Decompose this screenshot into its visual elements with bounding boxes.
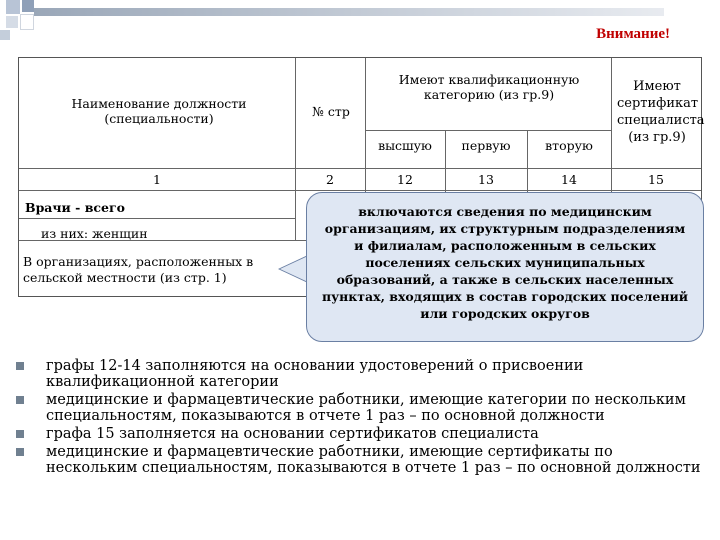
row-doctors-total: Врачи - всего bbox=[25, 200, 125, 215]
header-first: первую bbox=[461, 138, 511, 153]
bullet-icon bbox=[16, 362, 24, 370]
header-position: Наименование должности (специальности) bbox=[71, 96, 247, 126]
callout-note: включаются сведения по медицинским организациям, их структурным подразделениям и филиалам, расположенным в сельских поселениях сельских муниципальных образований, а также в сельских населенных пунктах, входящих в состав городских поселений или городских округов bbox=[306, 192, 704, 342]
list-item bbox=[16, 358, 706, 390]
list-item-text: медицинские и фармацевтические работники, имеющие сертификаты по нескольким специальностям, показываются в отчете 1 раз – по основной должности bbox=[46, 444, 701, 476]
row-women: из них: женщин bbox=[41, 226, 148, 241]
header-row-number: № стр bbox=[312, 104, 350, 119]
list-item bbox=[16, 444, 706, 476]
bullet-icon bbox=[16, 396, 24, 404]
top-decorative-bar bbox=[34, 8, 664, 16]
attention-label: Внимание! bbox=[596, 26, 670, 42]
header-certificate: Имеют сертификат специалиста (из гр.9) bbox=[617, 79, 705, 145]
col-number-14: 14 bbox=[561, 172, 577, 187]
header-second: вторую bbox=[545, 138, 593, 153]
list-item-text: графа 15 заполняется на основании сертификатов специалиста bbox=[46, 426, 539, 442]
list-item-text: медицинские и фармацевтические работники, имеющие категории по нескольким специальностям, показываются в отчете 1 раз – по основной должности bbox=[46, 392, 686, 424]
notes-list bbox=[16, 358, 706, 478]
col-number-12: 12 bbox=[397, 172, 413, 187]
bullet-icon bbox=[16, 430, 24, 438]
list-item bbox=[16, 426, 706, 442]
row-rural: В организациях, расположенных в сельской местности (из стр. 1) bbox=[23, 254, 254, 285]
header-higher: высшую bbox=[378, 138, 432, 153]
header-category-group: Имеют квалификационную категорию (из гр.9) bbox=[398, 72, 580, 102]
list-item bbox=[16, 392, 706, 424]
list-item-text: графы 12-14 заполняются на основании удостоверений о присвоении квалификационной категории bbox=[46, 358, 584, 390]
col-number-1: 1 bbox=[153, 172, 161, 187]
col-number-15: 15 bbox=[648, 172, 664, 187]
col-number-13: 13 bbox=[478, 172, 494, 187]
callout-pointer-fill bbox=[280, 256, 308, 282]
bullet-icon bbox=[16, 448, 24, 456]
col-number-2: 2 bbox=[326, 172, 334, 187]
